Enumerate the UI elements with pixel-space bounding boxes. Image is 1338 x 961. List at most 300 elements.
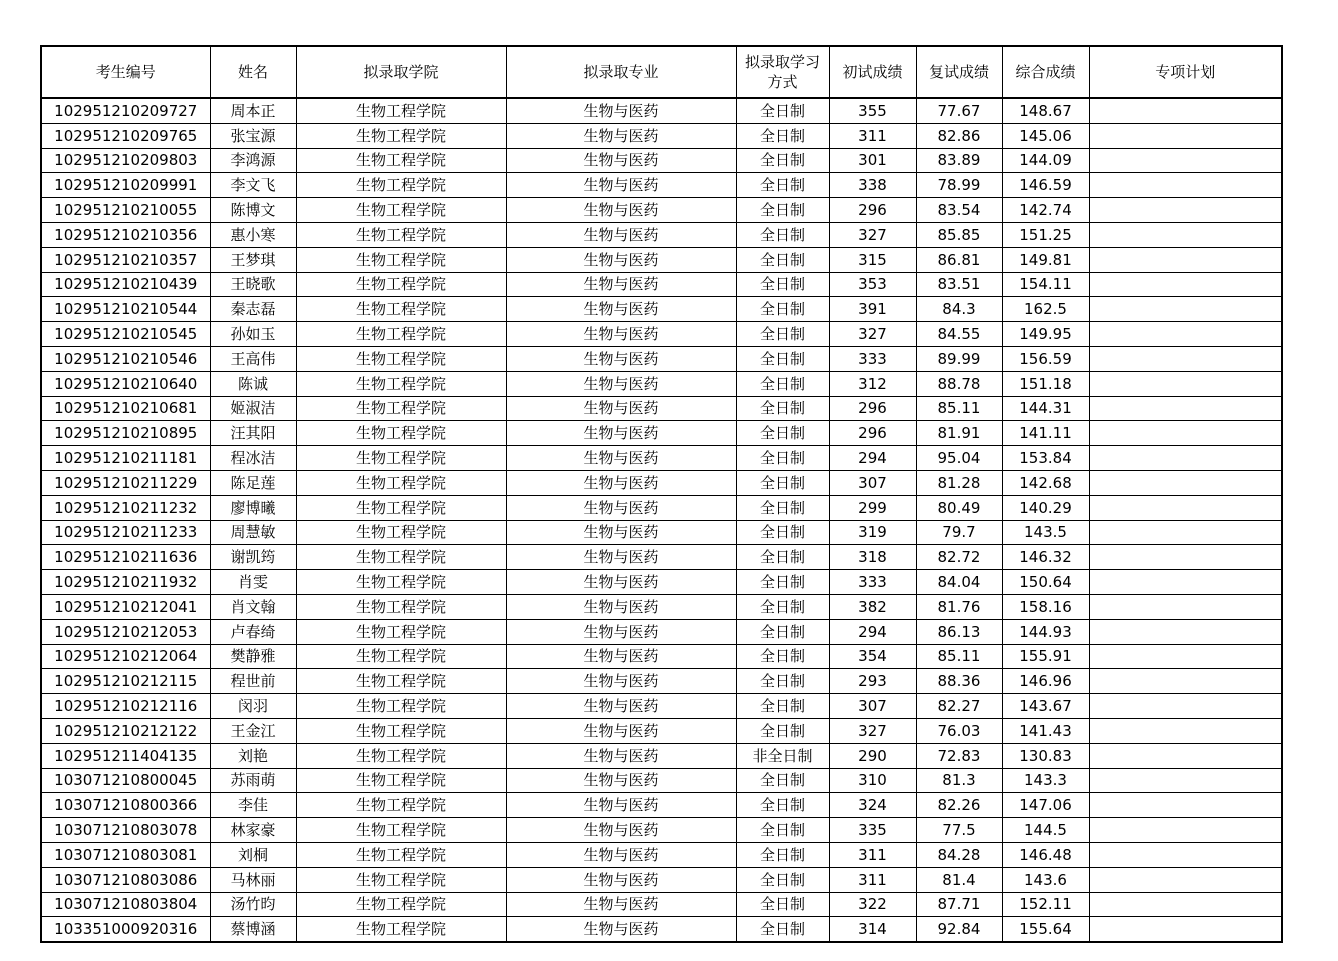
cell-special-plan [1089,842,1282,867]
cell-study-mode: 全日制 [736,123,829,148]
cell-major: 生物与医药 [506,495,736,520]
cell-total-score: 153.84 [1002,446,1089,471]
cell-study-mode: 全日制 [736,446,829,471]
cell-college: 生物工程学院 [296,446,506,471]
cell-college: 生物工程学院 [296,570,506,595]
cell-initial-score: 322 [829,892,916,917]
cell-study-mode: 全日制 [736,644,829,669]
cell-study-mode: 非全日制 [736,743,829,768]
cell-total-score: 162.5 [1002,297,1089,322]
cell-total-score: 143.67 [1002,694,1089,719]
cell-initial-score: 333 [829,570,916,595]
cell-major: 生物与医药 [506,198,736,223]
cell-retest-score: 79.7 [916,520,1002,545]
table-row [41,98,1282,123]
cell-name: 程世前 [210,669,296,694]
cell-name: 肖雯 [210,570,296,595]
cell-study-mode: 全日制 [736,768,829,793]
cell-initial-score: 338 [829,173,916,198]
cell-initial-score: 355 [829,98,916,123]
cell-total-score: 147.06 [1002,793,1089,818]
cell-retest-score: 81.28 [916,470,1002,495]
cell-special-plan [1089,148,1282,173]
cell-college: 生物工程学院 [296,98,506,123]
cell-name: 王晓歌 [210,272,296,297]
cell-initial-score: 327 [829,718,916,743]
cell-name: 蔡博涵 [210,917,296,942]
cell-initial-score: 318 [829,545,916,570]
cell-college: 生物工程学院 [296,470,506,495]
cell-initial-score: 307 [829,694,916,719]
cell-special-plan [1089,570,1282,595]
cell-study-mode: 全日制 [736,297,829,322]
cell-college: 生物工程学院 [296,818,506,843]
cell-total-score: 148.67 [1002,98,1089,123]
cell-retest-score: 95.04 [916,446,1002,471]
table-row [41,644,1282,669]
cell-retest-score: 85.11 [916,396,1002,421]
cell-retest-score: 76.03 [916,718,1002,743]
cell-initial-score: 314 [829,917,916,942]
cell-exam-id: 102951210209765 [41,123,210,148]
cell-major: 生物与医药 [506,173,736,198]
cell-retest-score: 84.55 [916,322,1002,347]
table-row [41,570,1282,595]
cell-study-mode: 全日制 [736,520,829,545]
cell-special-plan [1089,520,1282,545]
cell-name: 闵羽 [210,694,296,719]
table-row [41,421,1282,446]
table-body [41,98,1282,942]
table-row [41,272,1282,297]
cell-retest-score: 83.89 [916,148,1002,173]
cell-exam-id: 102951210212041 [41,594,210,619]
cell-college: 生物工程学院 [296,148,506,173]
cell-name: 苏雨萌 [210,768,296,793]
cell-initial-score: 327 [829,322,916,347]
cell-total-score: 154.11 [1002,272,1089,297]
cell-major: 生物与医药 [506,98,736,123]
cell-initial-score: 333 [829,346,916,371]
cell-college: 生物工程学院 [296,892,506,917]
cell-major: 生物与医药 [506,594,736,619]
cell-special-plan [1089,818,1282,843]
cell-major: 生物与医药 [506,718,736,743]
cell-exam-id: 102951210211181 [41,446,210,471]
table-row [41,123,1282,148]
cell-name: 秦志磊 [210,297,296,322]
table-row [41,892,1282,917]
cell-college: 生物工程学院 [296,123,506,148]
cell-exam-id: 102951210211229 [41,470,210,495]
cell-major: 生物与医药 [506,892,736,917]
cell-name: 李鸿源 [210,148,296,173]
cell-name: 姬淑洁 [210,396,296,421]
cell-exam-id: 102951210211932 [41,570,210,595]
table-row [41,842,1282,867]
cell-special-plan [1089,594,1282,619]
cell-name: 汪其阳 [210,421,296,446]
cell-college: 生物工程学院 [296,669,506,694]
cell-college: 生物工程学院 [296,545,506,570]
cell-study-mode: 全日制 [736,619,829,644]
cell-initial-score: 310 [829,768,916,793]
cell-total-score: 144.5 [1002,818,1089,843]
cell-major: 生物与医药 [506,297,736,322]
table-row [41,470,1282,495]
cell-college: 生物工程学院 [296,198,506,223]
cell-name: 马林丽 [210,867,296,892]
cell-study-mode: 全日制 [736,917,829,942]
cell-retest-score: 88.78 [916,371,1002,396]
table-row [41,148,1282,173]
cell-retest-score: 82.72 [916,545,1002,570]
cell-initial-score: 301 [829,148,916,173]
cell-retest-score: 86.81 [916,247,1002,272]
cell-college: 生物工程学院 [296,619,506,644]
cell-special-plan [1089,346,1282,371]
table-row [41,396,1282,421]
cell-total-score: 149.81 [1002,247,1089,272]
cell-special-plan [1089,917,1282,942]
cell-college: 生物工程学院 [296,396,506,421]
cell-name: 刘艳 [210,743,296,768]
cell-study-mode: 全日制 [736,818,829,843]
cell-exam-id: 102951210210055 [41,198,210,223]
cell-study-mode: 全日制 [736,421,829,446]
cell-college: 生物工程学院 [296,371,506,396]
cell-retest-score: 78.99 [916,173,1002,198]
cell-special-plan [1089,644,1282,669]
cell-college: 生物工程学院 [296,793,506,818]
cell-initial-score: 354 [829,644,916,669]
cell-special-plan [1089,297,1282,322]
cell-special-plan [1089,743,1282,768]
cell-name: 陈足莲 [210,470,296,495]
cell-name: 陈博文 [210,198,296,223]
cell-retest-score: 83.51 [916,272,1002,297]
cell-special-plan [1089,495,1282,520]
cell-retest-score: 86.13 [916,619,1002,644]
cell-name: 樊静雅 [210,644,296,669]
header-retest-score: 复试成绩 [916,46,1002,98]
cell-college: 生物工程学院 [296,917,506,942]
cell-special-plan [1089,718,1282,743]
table-row [41,694,1282,719]
cell-total-score: 149.95 [1002,322,1089,347]
cell-major: 生物与医药 [506,520,736,545]
cell-college: 生物工程学院 [296,173,506,198]
table-row [41,594,1282,619]
table-row [41,743,1282,768]
cell-exam-id: 103071210800045 [41,768,210,793]
cell-retest-score: 92.84 [916,917,1002,942]
cell-study-mode: 全日制 [736,222,829,247]
cell-exam-id: 102951210211636 [41,545,210,570]
cell-major: 生物与医药 [506,619,736,644]
cell-exam-id: 102951210210439 [41,272,210,297]
header-major: 拟录取专业 [506,46,736,98]
cell-special-plan [1089,545,1282,570]
cell-special-plan [1089,222,1282,247]
cell-exam-id: 102951210210356 [41,222,210,247]
cell-total-score: 142.68 [1002,470,1089,495]
cell-major: 生物与医药 [506,768,736,793]
cell-special-plan [1089,768,1282,793]
cell-total-score: 144.31 [1002,396,1089,421]
cell-name: 卢春绮 [210,619,296,644]
cell-exam-id: 102951210211233 [41,520,210,545]
cell-college: 生物工程学院 [296,594,506,619]
cell-initial-score: 307 [829,470,916,495]
cell-exam-id: 102951210212115 [41,669,210,694]
cell-initial-score: 327 [829,222,916,247]
cell-name: 王金江 [210,718,296,743]
header-study-mode: 拟录取学习方式 [736,46,829,98]
cell-retest-score: 77.5 [916,818,1002,843]
cell-study-mode: 全日制 [736,98,829,123]
header-special-plan: 专项计划 [1089,46,1282,98]
cell-name: 廖博曦 [210,495,296,520]
cell-retest-score: 85.85 [916,222,1002,247]
cell-major: 生物与医药 [506,222,736,247]
cell-exam-id: 103071210800366 [41,793,210,818]
cell-college: 生物工程学院 [296,272,506,297]
cell-college: 生物工程学院 [296,247,506,272]
cell-major: 生物与医药 [506,446,736,471]
cell-total-score: 146.59 [1002,173,1089,198]
cell-initial-score: 324 [829,793,916,818]
cell-major: 生物与医药 [506,644,736,669]
cell-total-score: 141.43 [1002,718,1089,743]
cell-retest-score: 89.99 [916,346,1002,371]
cell-study-mode: 全日制 [736,247,829,272]
cell-exam-id: 102951211404135 [41,743,210,768]
cell-special-plan [1089,371,1282,396]
cell-retest-score: 77.67 [916,98,1002,123]
cell-special-plan [1089,396,1282,421]
table-row [41,917,1282,942]
header-name: 姓名 [210,46,296,98]
cell-initial-score: 299 [829,495,916,520]
header-exam-id: 考生编号 [41,46,210,98]
cell-exam-id: 102951210210681 [41,396,210,421]
cell-retest-score: 88.36 [916,669,1002,694]
cell-college: 生物工程学院 [296,842,506,867]
cell-total-score: 152.11 [1002,892,1089,917]
cell-name: 王梦琪 [210,247,296,272]
cell-study-mode: 全日制 [736,371,829,396]
cell-total-score: 150.64 [1002,570,1089,595]
cell-exam-id: 102951210212122 [41,718,210,743]
cell-initial-score: 382 [829,594,916,619]
cell-major: 生物与医药 [506,322,736,347]
cell-college: 生物工程学院 [296,768,506,793]
header-row [41,46,1282,98]
table-row [41,818,1282,843]
cell-college: 生物工程学院 [296,297,506,322]
table-row [41,198,1282,223]
table-row [41,346,1282,371]
cell-major: 生物与医药 [506,247,736,272]
cell-major: 生物与医药 [506,793,736,818]
cell-major: 生物与医药 [506,470,736,495]
cell-initial-score: 353 [829,272,916,297]
cell-name: 林家豪 [210,818,296,843]
cell-total-score: 142.74 [1002,198,1089,223]
cell-special-plan [1089,793,1282,818]
cell-initial-score: 391 [829,297,916,322]
cell-exam-id: 102951210210640 [41,371,210,396]
cell-retest-score: 80.49 [916,495,1002,520]
cell-special-plan [1089,619,1282,644]
cell-exam-id: 102951210212064 [41,644,210,669]
table-row [41,297,1282,322]
cell-major: 生物与医药 [506,867,736,892]
cell-exam-id: 102951210210895 [41,421,210,446]
cell-major: 生物与医药 [506,694,736,719]
cell-exam-id: 103071210803081 [41,842,210,867]
cell-initial-score: 293 [829,669,916,694]
cell-exam-id: 102951210210544 [41,297,210,322]
cell-study-mode: 全日制 [736,570,829,595]
table-row [41,322,1282,347]
cell-exam-id: 102951210209991 [41,173,210,198]
cell-college: 生物工程学院 [296,743,506,768]
cell-total-score: 140.29 [1002,495,1089,520]
cell-retest-score: 83.54 [916,198,1002,223]
cell-name: 程冰洁 [210,446,296,471]
cell-exam-id: 103071210803086 [41,867,210,892]
table-row [41,495,1282,520]
cell-name: 汤竹昀 [210,892,296,917]
cell-study-mode: 全日制 [736,867,829,892]
cell-name: 李文飞 [210,173,296,198]
cell-initial-score: 335 [829,818,916,843]
cell-exam-id: 102951210212116 [41,694,210,719]
cell-total-score: 156.59 [1002,346,1089,371]
cell-special-plan [1089,98,1282,123]
cell-major: 生物与医药 [506,743,736,768]
cell-college: 生物工程学院 [296,520,506,545]
cell-study-mode: 全日制 [736,470,829,495]
cell-initial-score: 311 [829,123,916,148]
cell-special-plan [1089,892,1282,917]
cell-name: 李佳 [210,793,296,818]
header-college: 拟录取学院 [296,46,506,98]
cell-retest-score: 81.91 [916,421,1002,446]
cell-total-score: 146.48 [1002,842,1089,867]
cell-major: 生物与医药 [506,148,736,173]
table-row [41,222,1282,247]
cell-study-mode: 全日制 [736,892,829,917]
table-row [41,247,1282,272]
cell-total-score: 144.09 [1002,148,1089,173]
table-row [41,718,1282,743]
cell-exam-id: 103351000920316 [41,917,210,942]
table-row [41,371,1282,396]
cell-exam-id: 103071210803078 [41,818,210,843]
cell-college: 生物工程学院 [296,322,506,347]
admission-table [40,45,1283,943]
table-row [41,768,1282,793]
cell-retest-score: 81.3 [916,768,1002,793]
cell-college: 生物工程学院 [296,694,506,719]
cell-major: 生物与医药 [506,818,736,843]
cell-retest-score: 85.11 [916,644,1002,669]
cell-name: 周本正 [210,98,296,123]
cell-name: 张宝源 [210,123,296,148]
cell-total-score: 158.16 [1002,594,1089,619]
cell-special-plan [1089,173,1282,198]
cell-study-mode: 全日制 [736,396,829,421]
cell-initial-score: 315 [829,247,916,272]
cell-major: 生物与医药 [506,396,736,421]
cell-special-plan [1089,247,1282,272]
cell-major: 生物与医药 [506,346,736,371]
cell-special-plan [1089,867,1282,892]
cell-total-score: 143.6 [1002,867,1089,892]
cell-initial-score: 296 [829,396,916,421]
cell-initial-score: 312 [829,371,916,396]
cell-initial-score: 296 [829,198,916,223]
header-initial-score: 初试成绩 [829,46,916,98]
cell-retest-score: 82.26 [916,793,1002,818]
cell-study-mode: 全日制 [736,148,829,173]
cell-name: 孙如玉 [210,322,296,347]
cell-exam-id: 102951210209803 [41,148,210,173]
cell-special-plan [1089,470,1282,495]
cell-total-score: 146.32 [1002,545,1089,570]
cell-exam-id: 102951210209727 [41,98,210,123]
cell-total-score: 143.5 [1002,520,1089,545]
cell-total-score: 144.93 [1002,619,1089,644]
cell-major: 生物与医药 [506,917,736,942]
cell-special-plan [1089,272,1282,297]
cell-exam-id: 102951210210546 [41,346,210,371]
cell-name: 陈诚 [210,371,296,396]
cell-college: 生物工程学院 [296,718,506,743]
cell-exam-id: 102951210210545 [41,322,210,347]
cell-exam-id: 102951210211232 [41,495,210,520]
table-row [41,793,1282,818]
table-row [41,545,1282,570]
cell-special-plan [1089,123,1282,148]
cell-exam-id: 102951210212053 [41,619,210,644]
table-row [41,619,1282,644]
cell-retest-score: 81.76 [916,594,1002,619]
cell-name: 谢凯筠 [210,545,296,570]
cell-study-mode: 全日制 [736,842,829,867]
cell-study-mode: 全日制 [736,322,829,347]
cell-major: 生物与医药 [506,421,736,446]
cell-retest-score: 84.3 [916,297,1002,322]
cell-study-mode: 全日制 [736,346,829,371]
cell-study-mode: 全日制 [736,495,829,520]
cell-study-mode: 全日制 [736,594,829,619]
cell-study-mode: 全日制 [736,669,829,694]
cell-exam-id: 103071210803804 [41,892,210,917]
cell-college: 生物工程学院 [296,346,506,371]
cell-retest-score: 82.86 [916,123,1002,148]
cell-retest-score: 81.4 [916,867,1002,892]
cell-special-plan [1089,669,1282,694]
cell-study-mode: 全日制 [736,272,829,297]
cell-retest-score: 84.28 [916,842,1002,867]
table-row [41,520,1282,545]
cell-special-plan [1089,322,1282,347]
cell-name: 惠小寒 [210,222,296,247]
